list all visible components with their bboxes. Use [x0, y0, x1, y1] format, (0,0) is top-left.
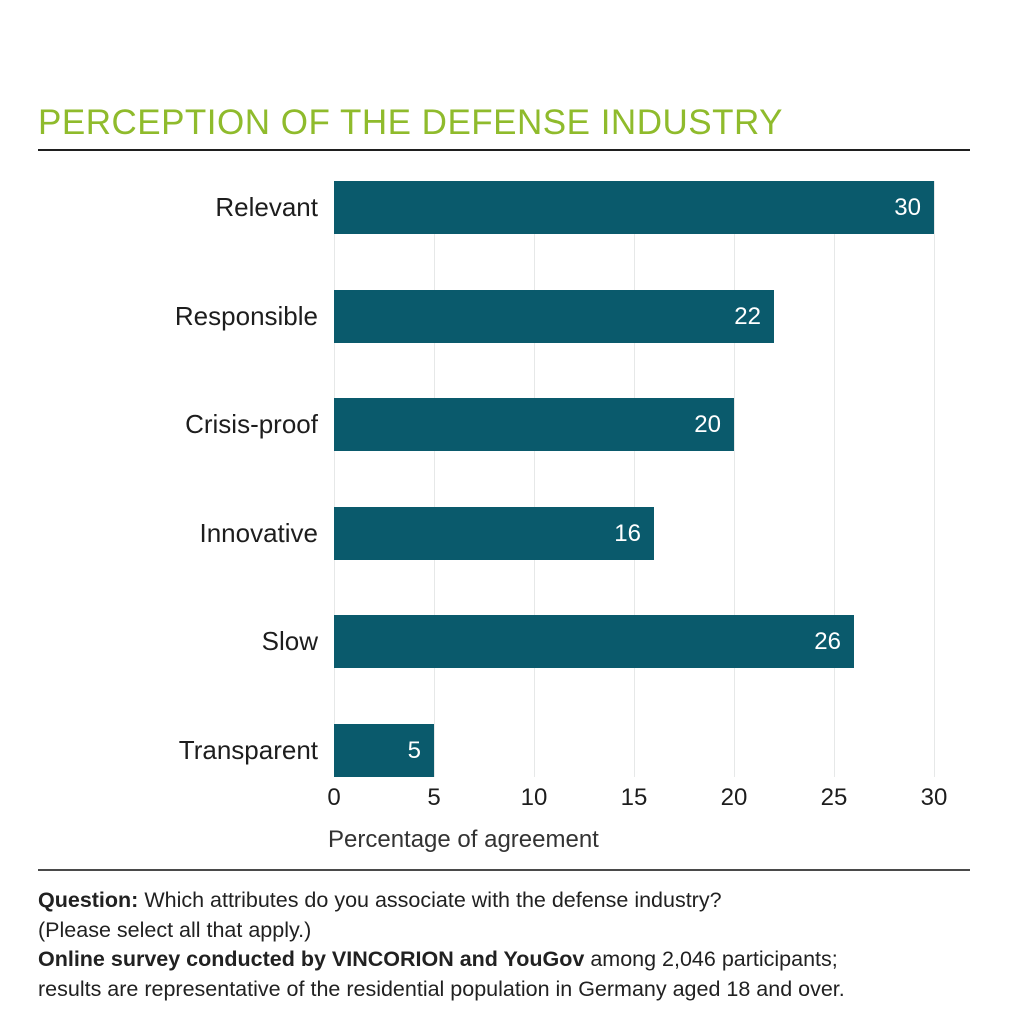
bar [334, 724, 434, 777]
bar [334, 398, 734, 451]
bar-value-label: 5 [407, 736, 421, 764]
bar-value-label: 20 [694, 410, 721, 438]
footer-survey-rest: among 2,046 participants; [584, 947, 838, 971]
bar [334, 290, 774, 343]
footer-survey-line2: results are representative of the residential population in Germany aged 18 and over. [38, 976, 845, 1001]
category-label: Innovative [199, 518, 318, 548]
x-tick-label: 0 [327, 784, 341, 811]
category-label: Crisis-proof [185, 409, 318, 439]
footer-question-label: Question: [38, 888, 139, 912]
x-axis [0, 784, 1018, 814]
category-label: Slow [261, 626, 318, 656]
gridline [734, 181, 735, 777]
footer-question-text: Which attributes do you associate with the defense industry? [138, 888, 722, 912]
x-tick-label: 5 [427, 784, 441, 811]
page-title: PERCEPTION OF THE DEFENSE INDUSTRY [38, 103, 783, 143]
bar-value-label: 26 [814, 627, 841, 655]
footer-question-note: (Please select all that apply.) [38, 917, 312, 942]
x-tick-label: 25 [820, 784, 848, 811]
footer-notes [38, 886, 982, 1004]
footer-survey-line [38, 945, 982, 975]
bar [334, 615, 854, 668]
footer-divider [38, 869, 970, 871]
x-axis-label: Percentage of agreement [328, 826, 599, 853]
gridline [634, 181, 635, 777]
category-label: Responsible [174, 301, 318, 331]
category-label: Transparent [178, 735, 318, 765]
bar-value-label: 16 [614, 519, 641, 547]
gridline [934, 181, 935, 777]
bar [334, 181, 934, 234]
gridline [834, 181, 835, 777]
footer-survey-bold: Online survey conducted by VINCORION and YouGov [38, 947, 585, 971]
bar-value-label: 30 [894, 193, 921, 221]
plot-area [334, 181, 934, 777]
footer-question-line [38, 886, 982, 916]
bar-chart [0, 181, 1018, 777]
x-tick-label: 10 [520, 784, 548, 811]
title-divider [38, 149, 970, 151]
bar [334, 507, 654, 560]
gridline [534, 181, 535, 777]
x-tick-label: 30 [920, 784, 948, 811]
x-tick-label: 15 [620, 784, 648, 811]
gridline [334, 181, 335, 777]
bar-value-label: 22 [734, 302, 761, 330]
gridline [434, 181, 435, 777]
x-tick-label: 20 [720, 784, 748, 811]
category-label: Relevant [215, 192, 318, 222]
